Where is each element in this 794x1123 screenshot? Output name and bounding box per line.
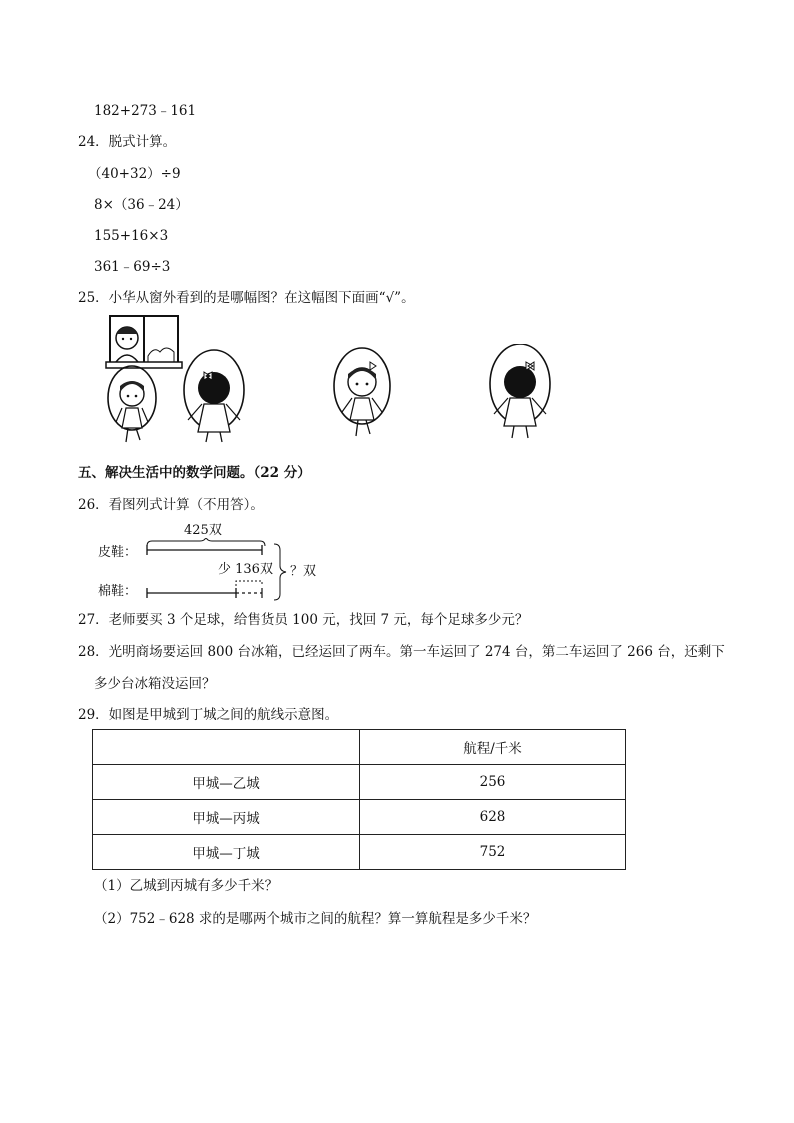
- diagram-top-label: 425双: [184, 523, 222, 538]
- segment-diagram: [140, 538, 290, 602]
- window-boy-picture: [92, 312, 252, 456]
- diagram-row1-label: 皮鞋：: [98, 545, 138, 560]
- back-girl-picture: [484, 344, 556, 444]
- question-29-part-1: （1）乙城到丙城有多少千米？: [94, 878, 279, 894]
- question-24: 24．脱式计算。: [78, 134, 177, 150]
- question-29-part-2: （2）752﹣628 求的是哪两个城市之间的航程？算一算航程是多少千米？: [94, 911, 537, 927]
- table-cell: 752: [360, 835, 626, 870]
- question-27: 27．老师要买 3 个足球，给售货员 100 元，找回 7 元，每个足球多少元？: [78, 612, 529, 628]
- table-header-cell: [93, 730, 360, 765]
- table-row: [93, 765, 626, 800]
- table-cell: 628: [360, 800, 626, 835]
- diagram-question-label: ？双: [290, 564, 317, 579]
- diagram-less-label: 少 136双: [218, 562, 273, 577]
- table-cell: 甲城—丙城: [93, 800, 360, 835]
- expression-3: 155+16×3: [94, 228, 169, 244]
- table-header-cell: 航程/千米: [360, 730, 626, 765]
- expression-182-273-161: 182+273﹣161: [94, 103, 197, 119]
- table-cell: 甲城—乙城: [93, 765, 360, 800]
- table-cell: 甲城—丁城: [93, 835, 360, 870]
- diagram-row2-label: 棉鞋：: [98, 584, 138, 599]
- distance-table: [92, 729, 626, 870]
- expression-1: （40+32）÷9: [88, 166, 181, 182]
- front-girl-picture: [330, 346, 394, 442]
- question-29: 29．如图是甲城到丁城之间的航线示意图。: [78, 707, 339, 723]
- expression-2: 8×（36﹣24）: [94, 197, 189, 213]
- table-header-row: [93, 730, 626, 765]
- table-cell: 256: [360, 765, 626, 800]
- table-row: [93, 800, 626, 835]
- question-25: 25．小华从窗外看到的是哪幅图？在这幅图下面画“√”。: [78, 290, 415, 306]
- question-28-line-1: 28．光明商场要运回 800 台冰箱，已经运回了两车。第一车运回了 274 台，第二车运回了 266 台，还剩下: [78, 644, 725, 660]
- question-26: 26．看图列式计算（不用答）。: [78, 497, 264, 513]
- question-28-line-2: 多少台冰箱没运回？: [94, 676, 216, 692]
- table-row: [93, 835, 626, 870]
- expression-4: 361﹣69÷3: [94, 259, 171, 275]
- section-5-heading: 五、解决生活中的数学问题。（22 分）: [78, 465, 311, 481]
